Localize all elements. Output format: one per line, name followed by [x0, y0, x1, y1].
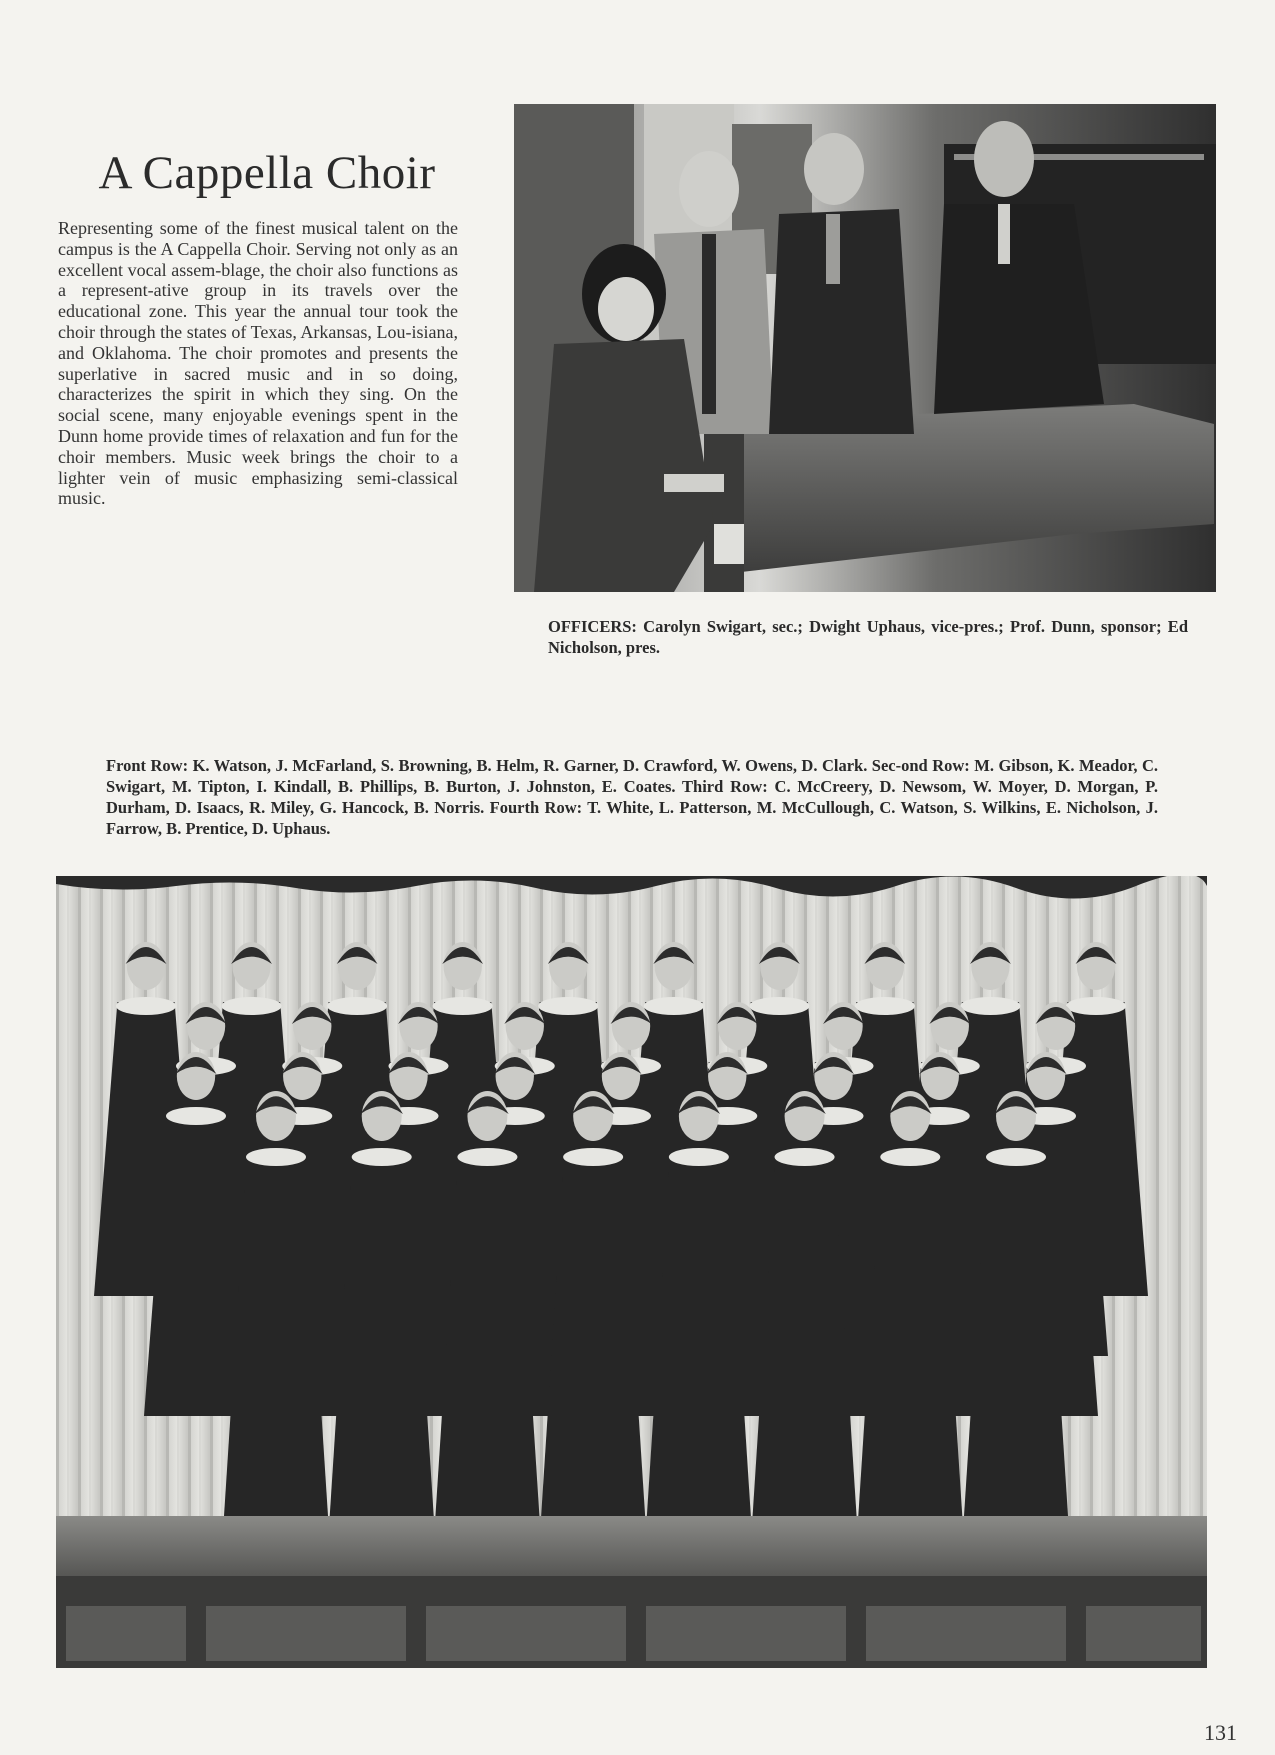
intro-paragraph: Representing some of the finest musical talent on the campus is the A Cappella Choir. Serving not only as an excellent vocal assem-blage, the choir also functions as a represent-ative group in its travels over the educational zone. This year the annual tour took the choir through the states of Texas, Arkansas, Lou-isiana, and Oklahoma. The choir promotes and presents the superlative in sacred music and in so doing, characterizes the spirit in which they sing. On the social scene, many enjoyable evenings spent in the Dunn home provide times of relaxation and fun for the choir members. Music week brings the choir to a lighter vein of music emphasizing semi-classical music.	[58, 218, 458, 509]
page-number: 131	[1204, 1720, 1237, 1745]
roster-caption: Front Row: K. Watson, J. McFarland, S. Browning, B. Helm, R. Garner, D. Crawford, W. Owens, D. Clark. Sec-ond Row: M. Gibson, K. Meador, C. Swigart, M. Tipton, I. Kindall, B. Phillips, B. Burton, J. Johnston, E. Coates. Third Row: C. McCreery, D. Newsom, W. Moyer, D. Morgan, P. Durham, D. Isaacs, R. Miley, G. Hancock, B. Norris. Fourth Row: T. White, L. Patterson, M. McCullough, C. Watson, S. Wilkins, E. Nicholson, J. Farrow, B. Prentice, D. Uphaus.	[106, 756, 1158, 838]
choir-group-photo	[56, 876, 1207, 1668]
page-title: A Cappella Choir	[98, 147, 436, 199]
officers-photo	[514, 104, 1216, 592]
officers-caption: OFFICERS: Carolyn Swigart, sec.; Dwight Uphaus, vice-pres.; Prof. Dunn, sponsor; Ed Nicholson, pres.	[548, 617, 1188, 657]
